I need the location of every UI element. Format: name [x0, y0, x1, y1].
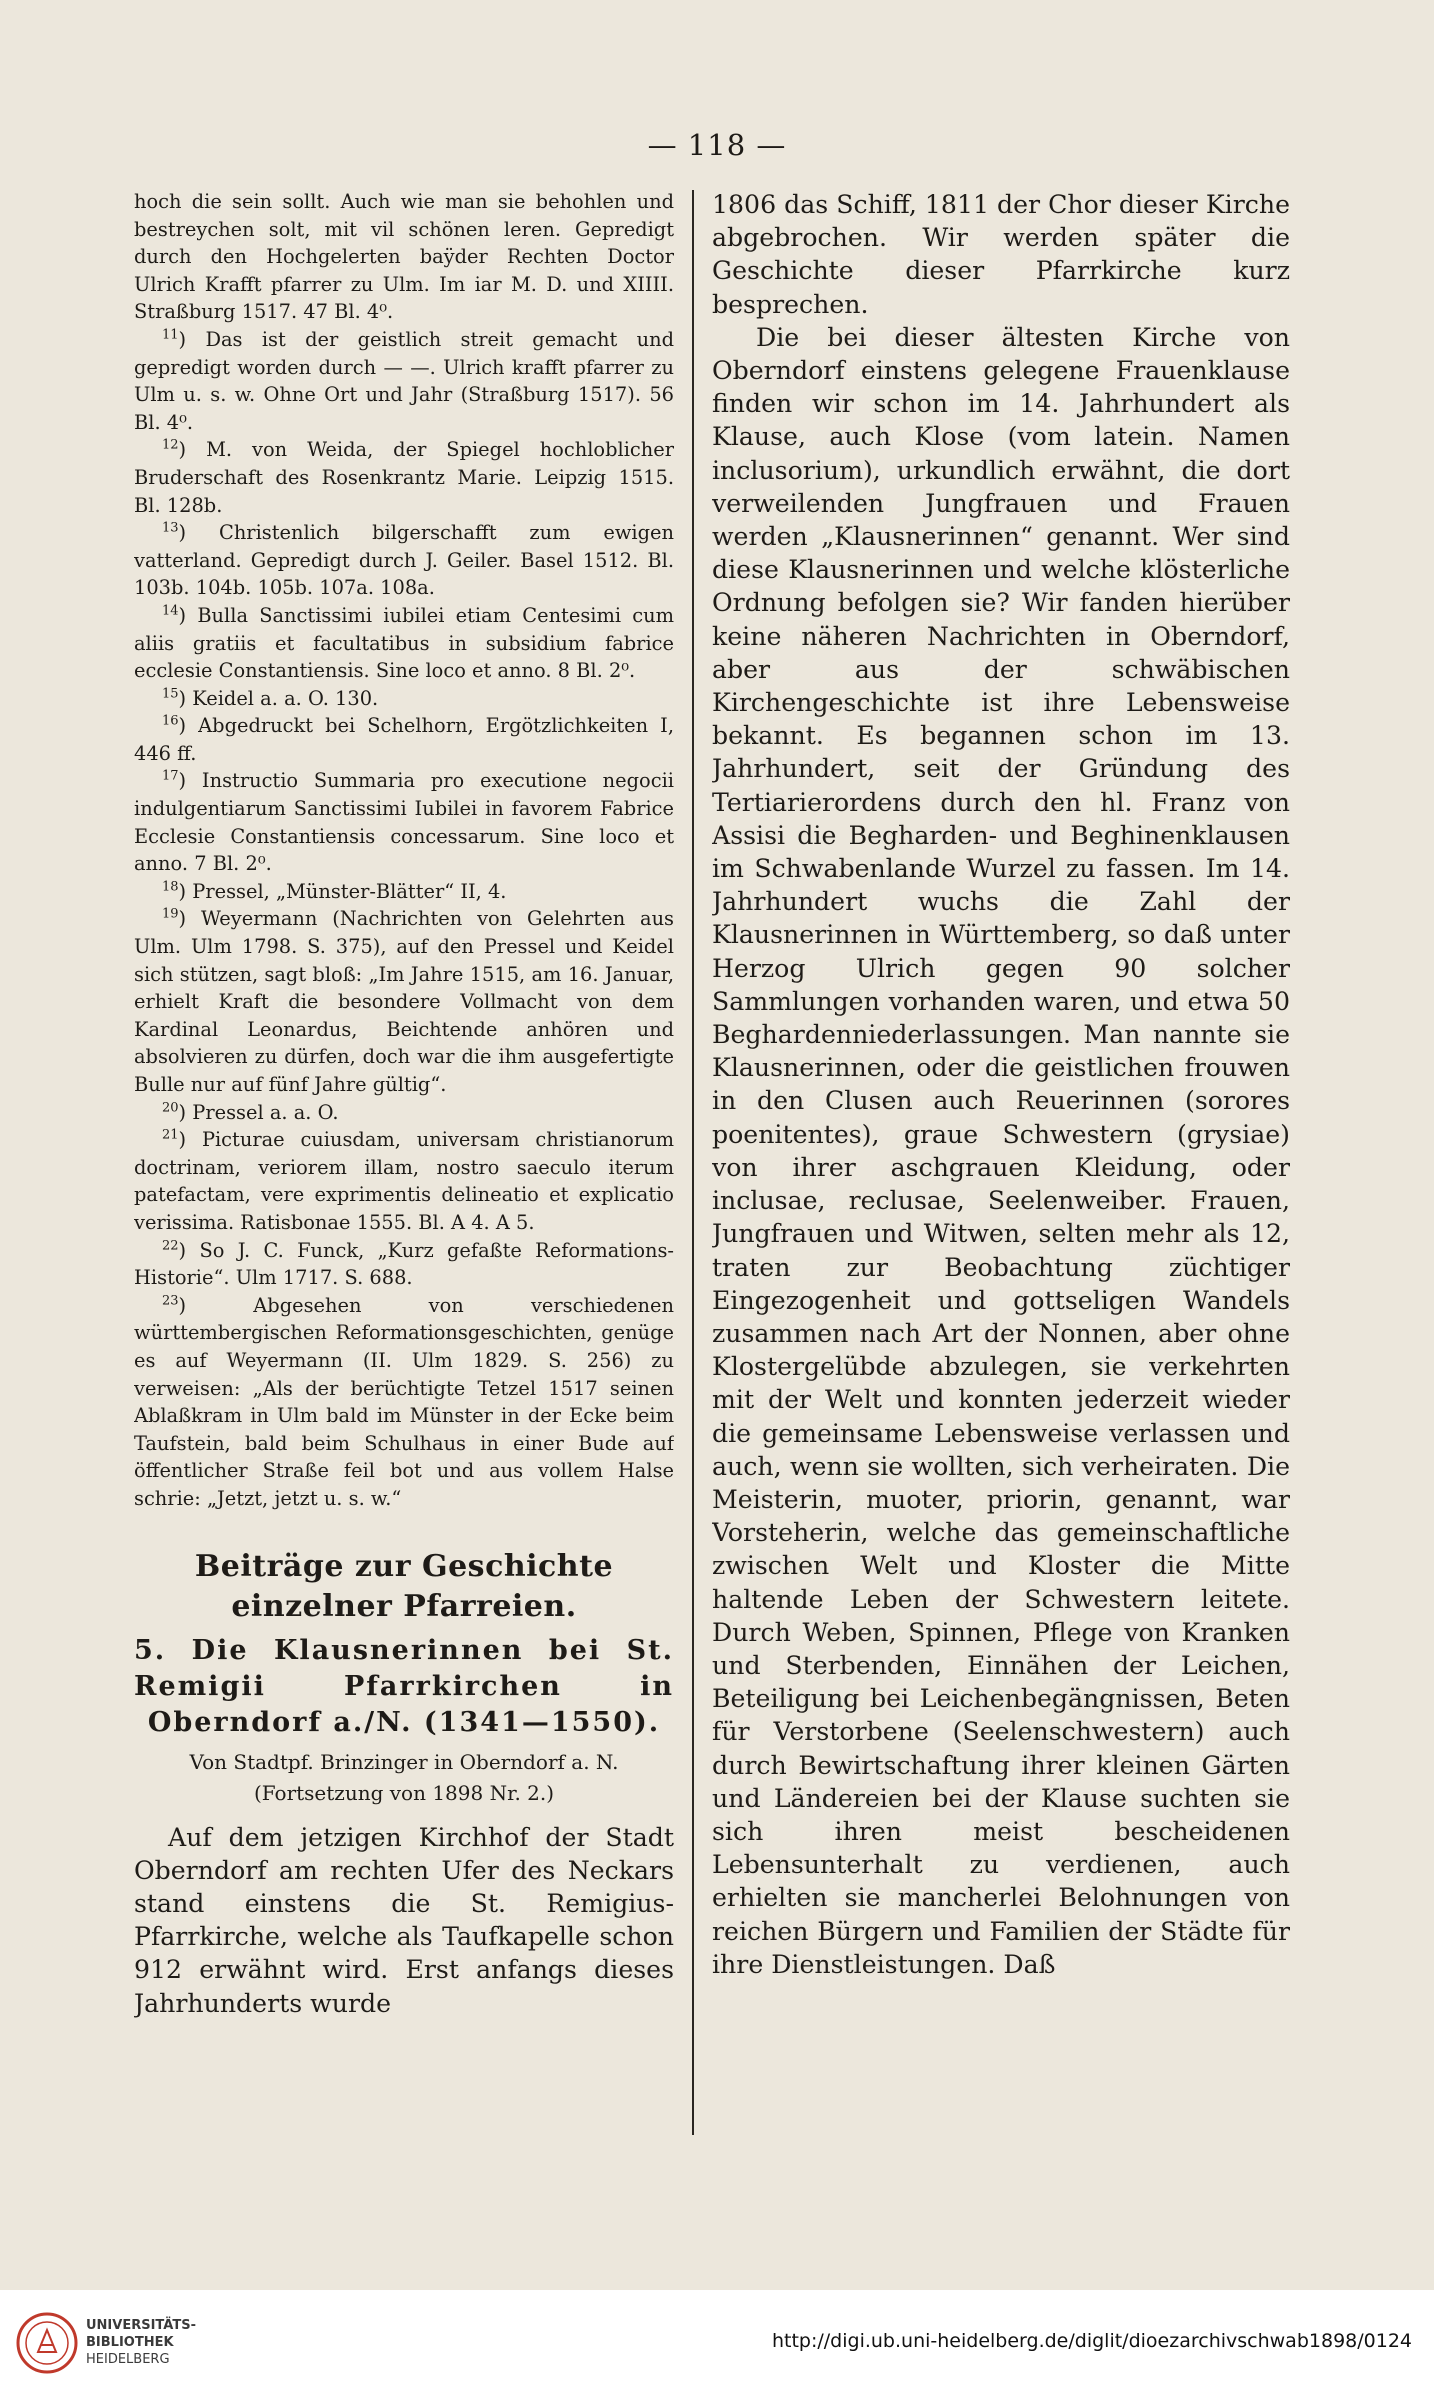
- footnote-number: 18: [162, 879, 179, 895]
- continuation-note: (Fortsetzung von 1898 Nr. 2.): [253, 1780, 555, 1805]
- footnote: $^{13}$) Christenlich bilgerschafft zum ewigen vatterland. Gepredigt durch J. Geiler. Basel 1512. Bl. 103b. 104b. 105b. 107a. 108a.: [134, 520, 674, 600]
- body-paragraph: Auf dem jetzigen Kirchhof der Stadt Oberndorf am rechten Ufer des Neckars stand einstens die St. Remigius-Pfarrkirche, welche als Taufkapelle schon 912 erwähnt wird. Erst anfangs dieses Jahrhunderts wurde: [134, 1822, 674, 2018]
- article-title: 5. Die Klausnerinnen bei St. Remigii Pfarrkirchen in Oberndorf a./N. (1341—1550).: [134, 1634, 674, 1738]
- byline: Von Stadtpf. Brinzinger in Oberndorf a. N.: [189, 1749, 619, 1774]
- footnote-number: 23: [162, 1293, 179, 1309]
- footnote-number: 11: [162, 327, 179, 343]
- footnote-number: 20: [162, 1100, 179, 1116]
- footnotes: [134, 188, 674, 1513]
- footnote: $^{11}$) Das ist der geistlich streit gemacht und gepredigt worden durch — —. Ulrich krafft pfarrer zu Ulm u. s. w. Ohne Ort und Jahr (Straßburg 1517). 56 Bl. 4⁰.: [134, 327, 674, 434]
- footnote-number: 17: [162, 769, 179, 784]
- footnote: $^{18}$) Pressel, „Münster-Blätter“ II, 4.: [162, 879, 507, 903]
- source-url-link[interactable]: http://digi.ub.uni-heidelberg.de/diglit/dioezarchivschwab1898/0124: [771, 2330, 1412, 2352]
- university-seal-icon: [16, 2312, 78, 2374]
- footnote-number: 14: [162, 603, 179, 619]
- body-paragraph: 1806 das Schiff, 1811 der Chor dieser Kirche abgebrochen. Wir werden später die Geschichte dieser Pfarrkirche kurz besprechen.: [712, 190, 1290, 319]
- footnote: $^{16}$) Abgedruckt bei Schelhorn, Ergötzlichkeiten I, 446 ff.: [134, 713, 674, 765]
- footnote: $^{17}$) Instructio Summaria pro executione negocii indulgentiarum Sanctissimi Iubilei in favorem Fabrice Ecclesie Constantiensis concessarum. Sine loco et anno. 7 Bl. 2⁰.: [134, 769, 674, 876]
- footnote: $^{15}$) Keidel a. a. O. 130.: [162, 686, 379, 710]
- column-divider: [692, 190, 694, 2135]
- footnote-number: 21: [162, 1127, 179, 1143]
- left-column: [134, 188, 674, 2020]
- footnote: $^{21}$) Picturae cuiusdam, universam christianorum doctrinam, veriorem illam, nostro saeculo iterum patefactam, vere exprimentis delineatio et explicatio verissima. Ratisbonae 1555. Bl. A 4. A 5.: [134, 1127, 674, 1234]
- footnote: $^{14}$) Bulla Sanctissimi iubilei etiam Centesimi cum aliis gratiis et facultatibus in subsidium fabrice ecclesie Constantiensis. Sine loco et anno. 8 Bl. 2⁰.: [134, 603, 674, 683]
- right-column: [712, 188, 1290, 1981]
- footnote: hoch die sein sollt. Auch wie man sie behohlen und bestreychen solt, mit vil schönen leren. Gepredigt durch den Hochgelerten baÿder Rechten Doctor Ulrich Krafft pfarrer zu Ulm. Im iar M. D. und XIIII. Straßburg 1517. 47 Bl. 4⁰.: [134, 190, 674, 324]
- library-name: UNIVERSITÄTS- BIBLIOTHEK HEIDELBERG: [86, 2318, 196, 2367]
- section-title: Beiträge zur Geschichte einzelner Pfarreien.: [194, 1548, 614, 1624]
- footnote: $^{12}$) M. von Weida, der Spiegel hochloblicher Bruderschaft des Rosenkrantz Marie. Leipzig 1515. Bl. 128b.: [134, 437, 674, 517]
- footnote-number: 19: [162, 906, 179, 922]
- footnote-number: 16: [162, 713, 179, 729]
- body-paragraph: Die bei dieser ältesten Kirche von Oberndorf einstens gelegene Frauenklause finden wir schon im 14. Jahrhundert als Klause, auch Klose (vom latein. Namen inclusorium), urkundlich erwähnt, die dort verweilenden Jungfrauen und Frauen werden „Klausnerinnen“ genannt. Wer sind diese Klausnerinnen und welche klösterliche Ordnung befolgen sie? Wir fanden hierüber keine näheren Nachrichten in Oberndorf, aber aus der schwäbischen Kirchengeschichte ist ihre Lebensweise bekannt. Es begannen schon im 13. Jahrhundert, seit der Gründung des Tertiarierordens durch den hl. Franz von Assisi die Begharden- und Beghinenklausen im Schwabenlande Wurzel zu fassen. Im 14. Jahrhundert wuchs die Zahl der Klausnerinnen in Württemberg, so daß unter Herzog Ulrich gegen 90 solcher Sammlungen vorhanden waren, und etwa 50 Beghardenniederlassungen. Man nannte sie Klausnerinnen, oder die geistlichen frouwen in den Clusen auch Reuerinnen (sorores poenitentes), graue Schwestern (grysiae) von ihrer aschgrauen Kleidung, oder inclusae, reclusae, Seelenweiber. Frauen, Jungfrauen und Witwen, selten mehr als 12, traten zur Beobachtung züchtiger Eingezogenheit und gottseligen Wandels zusammen nach Art der Nonnen, aber ohne Klostergelübde abzulegen, sie verkehrten mit der Welt und konnten jederzeit wieder die gemeinsame Lebensweise verlassen und auch, wenn sie wollten, sich verheiraten. Die Meisterin, muoter, priorin, genannt, war Vorsteherin, welche das gemeinschaftliche zwischen Welt und Kloster die Mitte haltende Leben der Schwestern leitete. Durch Weben, Spinnen, Pflege von Kranken und Sterbenden, Einnähen der Leichen, Beteiligung bei Leichenbegängnissen, Beten für Verstorbene (Seelenschwestern) auch durch Bewirtschaftung ihrer kleinen Gärten und Ländereien bei der Klause suchten sie sich ihren meist bescheidenen Lebensunterhalt zu verdienen, auch erhielten sie mancherlei Belohnungen von reichen Bürgern und Familien der Städte für ihre Dienstleistungen. Daß: [712, 322, 1290, 1979]
- footnote: $^{20}$) Pressel a. a. O.: [162, 1100, 339, 1124]
- footer-bar: [0, 2290, 1434, 2395]
- footnote-number: 12: [162, 437, 179, 453]
- footnote-number: 13: [162, 520, 179, 536]
- footnote-number: 22: [162, 1238, 179, 1254]
- footnote: $^{22}$) So J. C. Funck, „Kurz gefaßte Reformations-Historie“. Ulm 1717. S. 688.: [134, 1238, 674, 1290]
- footnote: $^{23}$) Abgesehen von verschiedenen württembergischen Reformationsgeschichten, genüge es auf Weyermann (II. Ulm 1829. S. 256) zu verweisen: „Als der berüchtigte Tetzel 1517 seinen Ablaßkram in Ulm bald im Münster in der Ecke beim Taufstein, bald beim Schulhaus in einer Bude auf öffentlicher Straße feil bot und aus vollem Halse schrie: „Jetzt, jetzt u. s. w.“: [134, 1293, 674, 1510]
- page-number: — 118 —: [647, 128, 787, 162]
- footnote-number: 15: [162, 686, 179, 702]
- footnote: $^{19}$) Weyermann (Nachrichten von Gelehrten aus Ulm. Ulm 1798. S. 375), auf den Pressel und Keidel sich stützen, sagt bloß: „Im Jahre 1515, am 16. Januar, erhielt Kraft die besondere Vollmacht von dem Kardinal Leonardus, Beichtende anhören und absolvieren zu dürfen, doch war die ihm ausgefertigte Bulle nur auf fünf Jahre gültig“.: [134, 906, 674, 1096]
